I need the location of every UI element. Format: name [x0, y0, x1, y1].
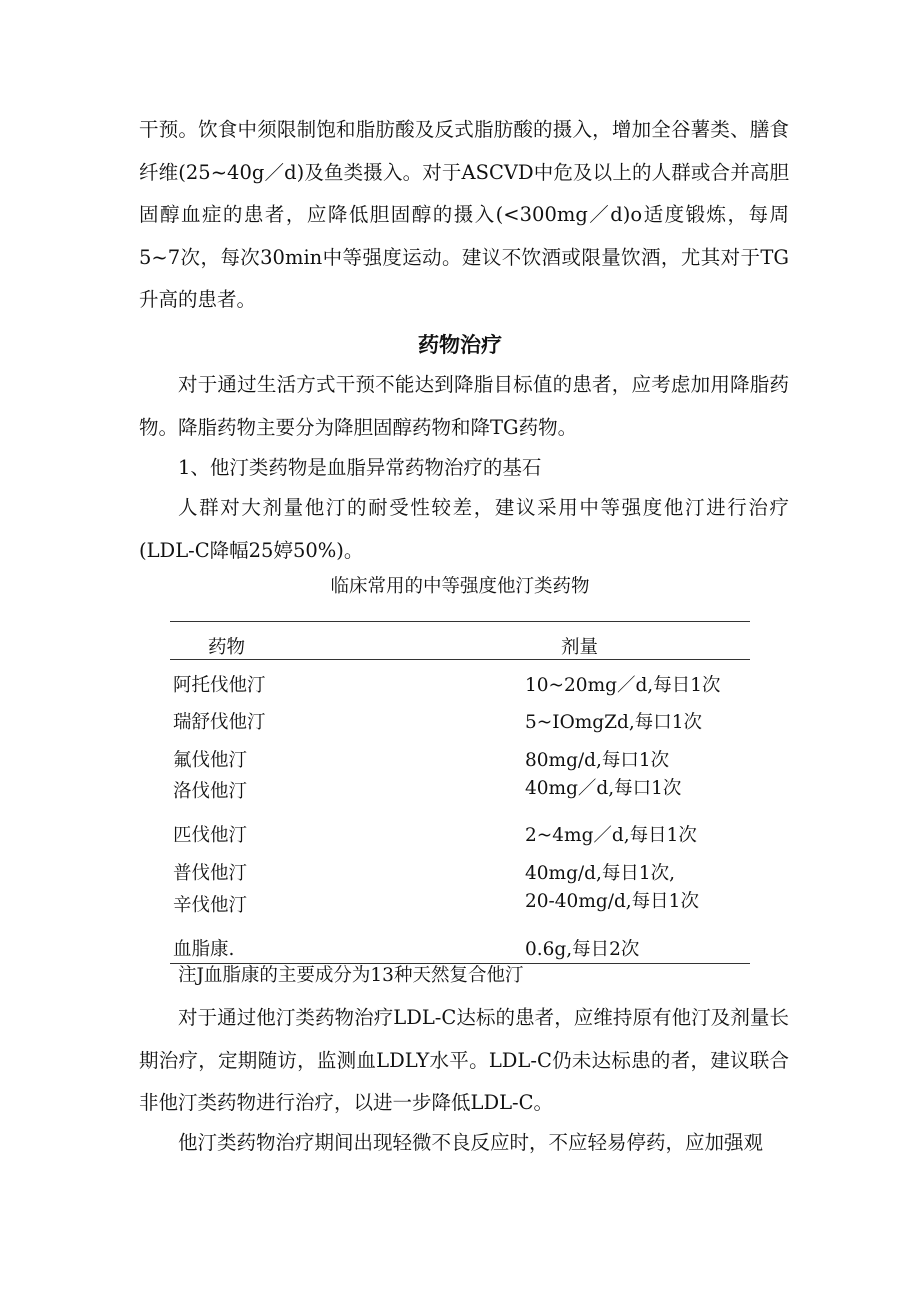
table-caption: 临床常用的中等强度他汀类药物	[330, 576, 590, 597]
drug-name: 匹伐他汀	[173, 825, 248, 846]
drug-name: 辛伐他汀	[173, 895, 248, 916]
drug-dose: 2~4mg／d,每日1次	[525, 825, 697, 846]
drug-dose: 10~20mg／d,每日1次	[525, 675, 721, 696]
section-heading: 药物治疗	[418, 333, 502, 357]
drug-dose: 5~IOmgZd,每口1次	[525, 712, 702, 733]
intro-paragraph: 干预。饮食中须限制饱和脂肪酸及反式脂肪酸的摄入，增加全谷薯类、膳食纤维(25~40g／d)及鱼类摄入。对于ASCVD中危及以上的人群或合并高胆固醇血症的患者，应降低胆固醇的摄入(<300mg／d)o适度锻炼，每周5~7次，每次30min中等强度运动。建议不饮酒或限量饮酒，尤其对于TG升高的患者。	[139, 118, 789, 311]
drug-dose: 40mg／d,每口1次	[525, 778, 682, 799]
drug-paragraph: 对于通过生活方式干预不能达到降脂目标值的患者，应考虑加用降脂药物。降脂药物主要分为降胆固醇药物和降TG药物。	[139, 373, 789, 439]
table-note: 注J血脂康的主要成分为13种天然复合他汀	[178, 965, 524, 986]
drug-name: 阿托伐他汀	[173, 675, 266, 696]
drug-name: 普伐他汀	[173, 863, 248, 884]
drug-name: 血脂康.	[173, 939, 235, 960]
drug-name: 氟伐他汀	[173, 750, 248, 771]
table-header-drug: 药物	[208, 637, 246, 658]
table-top-rule	[170, 621, 750, 622]
statin-subheading: 1、他汀类药物是血脂异常药物治疗的基石	[178, 456, 542, 479]
followup-paragraph: 对于通过他汀类药物治疗LDL-C达标的患者，应维持原有他汀及剂量长期治疗，定期随访，监测血LDLY水平。LDL-C仍未达标患的者，建议联合非他汀类药物进行治疗，以进一步降低LDL-C。	[139, 1006, 789, 1114]
drug-dose: 20-40mg/d,每日1次	[525, 891, 699, 912]
table-header-rule	[170, 659, 750, 660]
drug-name: 洛伐他汀	[173, 781, 248, 802]
drug-name: 瑞舒伐他汀	[173, 712, 266, 733]
drug-dose: 80mg/d,每口1次	[525, 750, 670, 771]
drug-dose: 0.6g,每日2次	[525, 939, 640, 960]
last-paragraph: 他汀类药物治疗期间出现轻微不良反应时，不应轻易停药，应加强观	[178, 1131, 764, 1154]
drug-dose: 40mg/d,每日1次,	[525, 863, 676, 884]
table-header-dose: 剂量	[561, 637, 599, 658]
statin-paragraph: 人群对大剂量他汀的耐受性较差，建议采用中等强度他汀进行治疗(LDL-C降幅25婷50%)。	[139, 496, 789, 562]
